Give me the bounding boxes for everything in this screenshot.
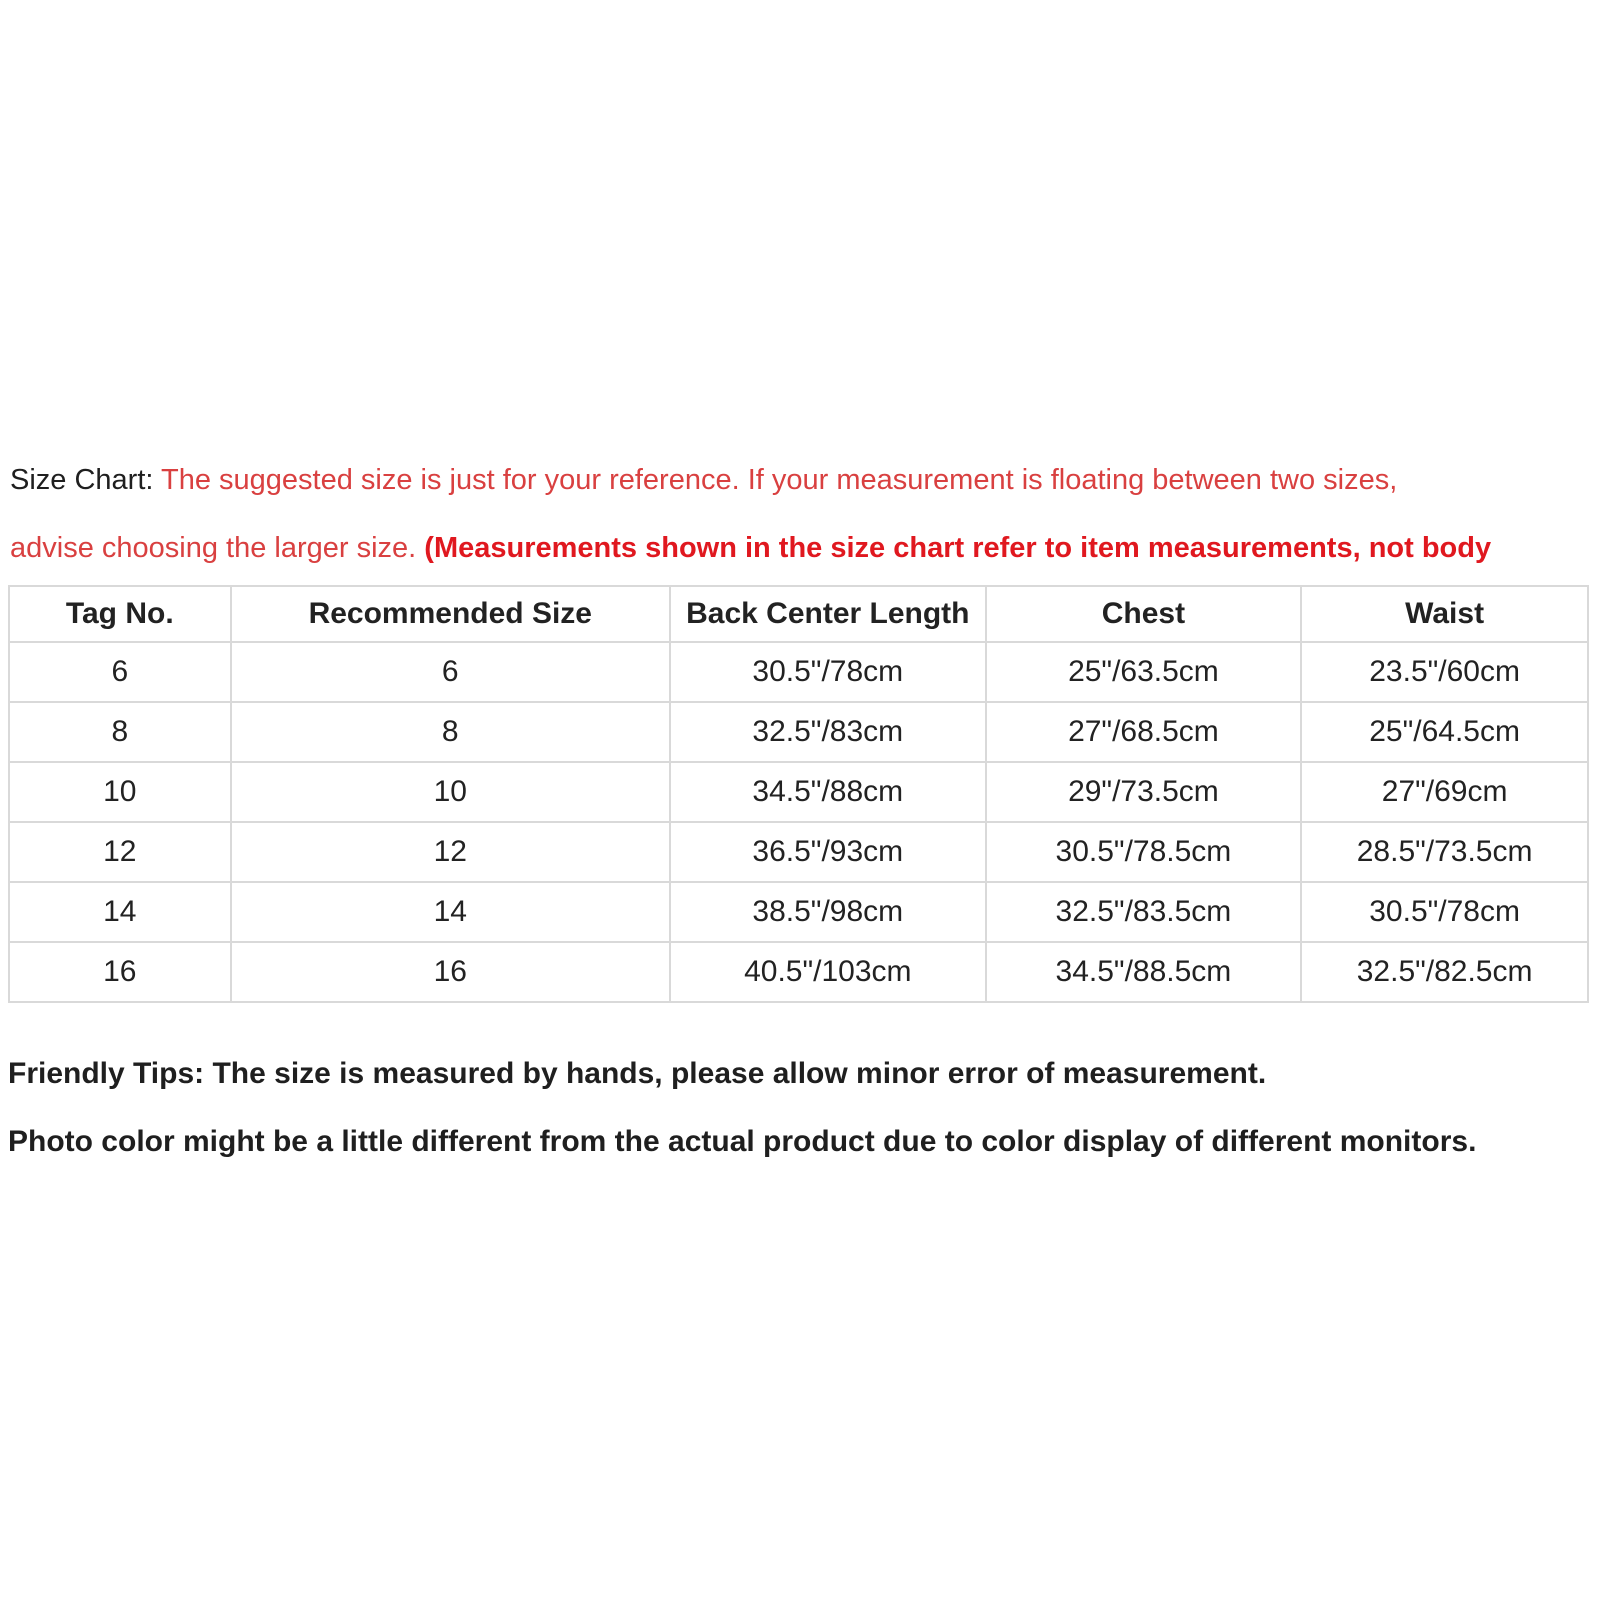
cell-back-center-length: 38.5"/98cm xyxy=(670,882,986,942)
cell-waist: 30.5"/78cm xyxy=(1301,882,1588,942)
size-chart-colon: : xyxy=(145,464,154,496)
size-table xyxy=(8,585,1589,1003)
measurement-disclaimer: (Measurements shown in the size chart refer to item measurements, not body xyxy=(424,532,1492,564)
cell-chest: 32.5"/83.5cm xyxy=(986,882,1302,942)
cell-back-center-length: 30.5"/78cm xyxy=(670,642,986,702)
tips-line-2: Photo color might be a little different from the actual product due to color display of different monitors. xyxy=(8,1125,1477,1158)
cell-back-center-length: 36.5"/93cm xyxy=(670,822,986,882)
cell-chest: 29"/73.5cm xyxy=(986,762,1302,822)
cell-back-center-length: 34.5"/88cm xyxy=(670,762,986,822)
cell-tag-no: 12 xyxy=(9,822,231,882)
cell-tag-no: 6 xyxy=(9,642,231,702)
cell-chest: 27"/68.5cm xyxy=(986,702,1302,762)
cell-recommended-size: 12 xyxy=(231,822,670,882)
table-row xyxy=(9,882,1588,942)
table-row xyxy=(9,642,1588,702)
cell-waist: 23.5"/60cm xyxy=(1301,642,1588,702)
column-header-waist: Waist xyxy=(1301,586,1588,642)
size-chart-note-line-2: advise choosing the larger size. xyxy=(10,532,425,564)
size-chart-intro xyxy=(10,446,1600,582)
cell-waist: 32.5"/82.5cm xyxy=(1301,942,1588,1002)
table-row xyxy=(9,942,1588,1002)
column-header-recommended-size: Recommended Size xyxy=(231,586,670,642)
tips-line-1: Friendly Tips: The size is measured by hands, please allow minor error of measurement. xyxy=(8,1057,1267,1090)
cell-back-center-length: 40.5"/103cm xyxy=(670,942,986,1002)
cell-tag-no: 8 xyxy=(9,702,231,762)
size-chart-label: Size Chart xyxy=(10,464,146,496)
cell-recommended-size: 14 xyxy=(231,882,670,942)
friendly-tips xyxy=(8,1040,1476,1176)
cell-recommended-size: 16 xyxy=(231,942,670,1002)
cell-recommended-size: 6 xyxy=(231,642,670,702)
cell-waist: 25"/64.5cm xyxy=(1301,702,1588,762)
column-header-back-center-length: Back Center Length xyxy=(670,586,986,642)
cell-tag-no: 10 xyxy=(9,762,231,822)
cell-recommended-size: 10 xyxy=(231,762,670,822)
table-row xyxy=(9,822,1588,882)
column-header-chest: Chest xyxy=(986,586,1302,642)
cell-chest: 30.5"/78.5cm xyxy=(986,822,1302,882)
intro-line-2 xyxy=(10,514,1600,582)
cell-waist: 28.5"/73.5cm xyxy=(1301,822,1588,882)
cell-tag-no: 16 xyxy=(9,942,231,1002)
cell-recommended-size: 8 xyxy=(231,702,670,762)
intro-line-1 xyxy=(10,446,1600,514)
table-row xyxy=(9,762,1588,822)
table-header-row xyxy=(9,586,1588,642)
cell-chest: 34.5"/88.5cm xyxy=(986,942,1302,1002)
cell-chest: 25"/63.5cm xyxy=(986,642,1302,702)
table-row xyxy=(9,702,1588,762)
cell-tag-no: 14 xyxy=(9,882,231,942)
column-header-tag-no: Tag No. xyxy=(9,586,231,642)
cell-waist: 27"/69cm xyxy=(1301,762,1588,822)
cell-back-center-length: 32.5"/83cm xyxy=(670,702,986,762)
size-chart-note-line-1: The suggested size is just for your reference. If your measurement is floating between two sizes, xyxy=(153,464,1398,496)
